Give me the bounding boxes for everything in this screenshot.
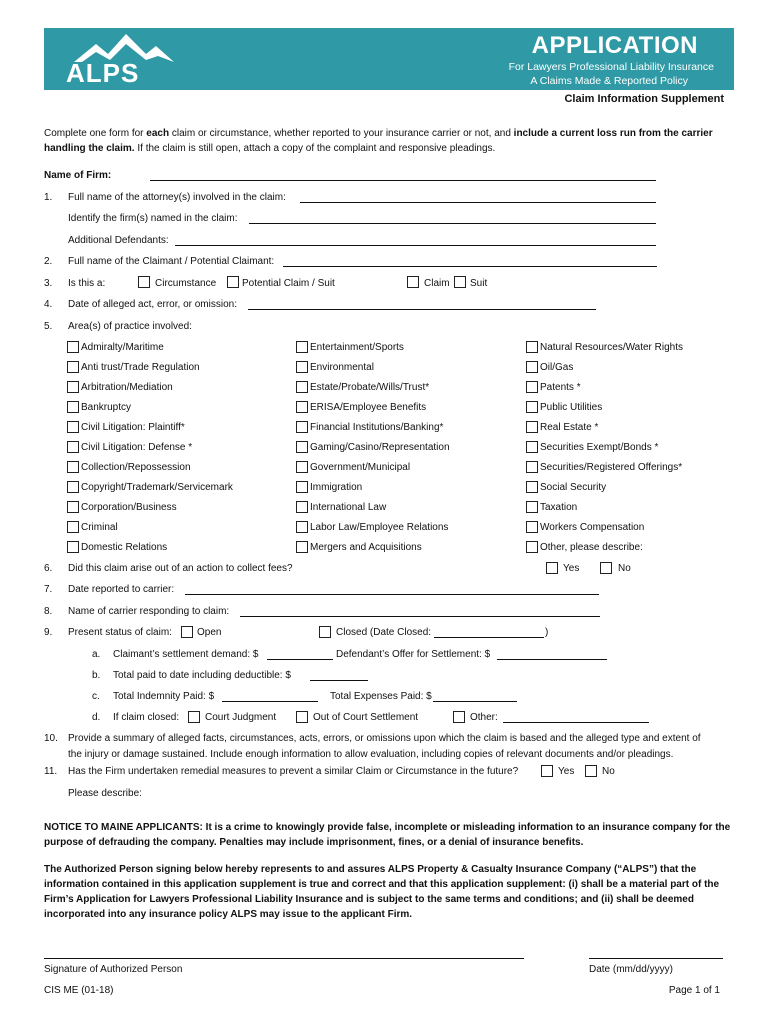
practice-checkbox[interactable]: [296, 461, 308, 473]
practice-checkbox[interactable]: [526, 421, 538, 433]
practice-checkbox[interactable]: [67, 541, 79, 553]
practice-checkbox[interactable]: [296, 521, 308, 533]
q9b-letter: b.: [92, 670, 101, 681]
application-title: APPLICATION: [531, 32, 698, 59]
q8-number: 8.: [44, 606, 53, 617]
practice-checkbox[interactable]: [296, 341, 308, 353]
practice-area-label: Arbitration/Mediation: [81, 382, 173, 393]
practice-area-label: Copyright/Trademark/Servicemark: [81, 482, 233, 493]
practice-area-label: Social Security: [540, 482, 607, 493]
claim-label: Claim: [424, 278, 450, 289]
q9c-expenses-label: Total Expenses Paid: $: [330, 691, 432, 702]
q5-label: Area(s) of practice involved:: [68, 321, 192, 332]
practice-area-label: Domestic Relations: [81, 542, 168, 553]
q10-number: 10.: [44, 733, 58, 744]
additional-defendants-field[interactable]: [175, 235, 656, 246]
q3-label: Is this a:: [68, 278, 106, 289]
practice-checkbox[interactable]: [67, 501, 79, 513]
practice-area-label: Bankruptcy: [81, 402, 132, 413]
suit-checkbox[interactable]: [454, 276, 466, 288]
practice-checkbox[interactable]: [296, 481, 308, 493]
collect-fees-yes-checkbox[interactable]: [546, 562, 558, 574]
name-of-firm-field[interactable]: [150, 170, 656, 181]
practice-area-label: Financial Institutions/Banking*: [310, 422, 444, 433]
authorization-line3: Firm’s Application for Lawyers Professional Liability Insurance and is subject to the same terms and conditions; and (ii) shall be deemed: [44, 894, 694, 905]
practice-checkbox[interactable]: [296, 541, 308, 553]
remedial-yes-checkbox[interactable]: [541, 765, 553, 777]
authorization-line1: The Authorized Person signing below hereby represents to and assures ALPS Property & Casualty Insurance Company (“ALPS”) that the: [44, 864, 697, 875]
practice-checkbox[interactable]: [526, 461, 538, 473]
practice-area-label: ERISA/Employee Benefits: [310, 402, 427, 413]
court-judgment-checkbox[interactable]: [188, 711, 200, 723]
q7-number: 7.: [44, 584, 53, 595]
practice-area-label: Workers Compensation: [540, 522, 645, 533]
practice-checkbox[interactable]: [526, 521, 538, 533]
q9d-label: If claim closed:: [113, 712, 180, 723]
practice-checkbox[interactable]: [526, 481, 538, 493]
practice-area-label: Estate/Probate/Wills/Trust*: [310, 382, 430, 393]
potential-claim-label: Potential Claim / Suit: [242, 278, 335, 289]
other-outcome-checkbox[interactable]: [453, 711, 465, 723]
q2-number: 2.: [44, 256, 53, 267]
practice-area-label: Civil Litigation: Plaintiff*: [81, 422, 185, 433]
practice-checkbox[interactable]: [526, 401, 538, 413]
maine-notice-line2: purpose of defrauding the company. Penalties may include imprisonment, fines, or a denial of insurance benefits.: [44, 837, 584, 848]
practice-area-label: Mergers and Acquisitions: [310, 542, 422, 553]
carrier-name-field[interactable]: [240, 606, 600, 617]
collect-fees-yes-label: Yes: [563, 563, 580, 574]
status-closed-label: Closed (Date Closed:: [336, 627, 432, 638]
authorization-line2: information contained in this application supplement is true and correct and that this application supplement: (i) shall be a material part of the: [44, 879, 720, 890]
practice-area-label: Admiralty/Maritime: [81, 342, 164, 353]
q11-label: Has the Firm undertaken remedial measures to prevent a similar Claim or Circumstance in the future?: [68, 766, 519, 777]
practice-checkbox[interactable]: [67, 521, 79, 533]
other-outcome-field[interactable]: [503, 712, 649, 723]
form-code: CIS ME (01-18): [44, 985, 114, 996]
date-alleged-act-field[interactable]: [248, 299, 596, 310]
q9a-offer-label: Defendant’s Offer for Settlement: $: [336, 649, 491, 660]
q1-number: 1.: [44, 192, 53, 203]
signature-date-field[interactable]: [589, 948, 723, 959]
logo-text: ALPS: [66, 58, 140, 88]
status-open-checkbox[interactable]: [181, 626, 193, 638]
practice-checkbox[interactable]: [296, 441, 308, 453]
supplement-title: Claim Information Supplement: [564, 93, 724, 105]
name-of-firm-label: Name of Firm:: [44, 170, 112, 181]
practice-checkbox[interactable]: [296, 421, 308, 433]
signature-field[interactable]: [44, 948, 524, 959]
remedial-no-checkbox[interactable]: [585, 765, 597, 777]
practice-area-label: Civil Litigation: Defense *: [81, 442, 193, 453]
q5-number: 5.: [44, 321, 53, 332]
date-reported-field[interactable]: [185, 584, 599, 595]
practice-checkbox[interactable]: [67, 481, 79, 493]
signature-date-label: Date (mm/dd/yyyy): [589, 964, 673, 975]
q9a-label: Claimant’s settlement demand: $: [113, 649, 259, 660]
signature-label: Signature of Authorized Person: [44, 964, 183, 975]
q1-firms-label: Identify the firm(s) named in the claim:: [68, 213, 238, 224]
q9d-letter: d.: [92, 712, 101, 723]
practice-area-label: Criminal: [81, 522, 118, 533]
practice-area-label: Labor Law/Employee Relations: [310, 522, 449, 533]
application-subtitle: For Lawyers Professional Liability Insurance: [508, 61, 714, 73]
practice-area-label: International Law: [310, 502, 387, 513]
practice-checkbox[interactable]: [296, 401, 308, 413]
collect-fees-no-checkbox[interactable]: [600, 562, 612, 574]
status-closed-checkbox[interactable]: [319, 626, 331, 638]
q9a-letter: a.: [92, 649, 101, 660]
practice-checkbox[interactable]: [296, 501, 308, 513]
practice-area-label: Patents *: [540, 382, 581, 393]
court-judgment-label: Court Judgment: [205, 712, 277, 723]
practice-checkbox[interactable]: [67, 421, 79, 433]
practice-area-label: Oil/Gas: [540, 362, 574, 373]
q4-number: 4.: [44, 299, 53, 310]
practice-area-label: Public Utilities: [540, 402, 603, 413]
q8-label: Name of carrier responding to claim:: [68, 606, 230, 617]
practice-checkbox[interactable]: [67, 401, 79, 413]
date-closed-field[interactable]: [434, 627, 544, 638]
q9-label: Present status of claim:: [68, 627, 172, 638]
q3-number: 3.: [44, 278, 53, 289]
q4-label: Date of alleged act, error, or omission:: [68, 299, 237, 310]
potential-claim-checkbox[interactable]: [227, 276, 239, 288]
q1-label: Full name of the attorney(s) involved in the claim:: [68, 192, 286, 203]
practice-area-label: Real Estate *: [540, 422, 599, 433]
indemnity-paid-field[interactable]: [222, 691, 318, 702]
out-of-court-checkbox[interactable]: [296, 711, 308, 723]
status-open-label: Open: [197, 627, 222, 638]
q11-describe-label: Please describe:: [68, 788, 142, 799]
q9c-label: Total Indemnity Paid: $: [113, 691, 215, 702]
practice-area-label: Government/Municipal: [310, 462, 411, 473]
practice-area-label: Taxation: [540, 502, 578, 513]
q7-label: Date reported to carrier:: [68, 584, 175, 595]
firms-named-field[interactable]: [249, 213, 656, 224]
practice-checkbox[interactable]: [526, 341, 538, 353]
practice-area-label: Securities/Registered Offerings*: [540, 462, 683, 473]
practice-area-label: Collection/Repossession: [81, 462, 191, 473]
circumstance-label: Circumstance: [155, 278, 217, 289]
practice-checkbox[interactable]: [526, 381, 538, 393]
practice-area-label: Immigration: [310, 482, 363, 493]
practice-area-label: Other, please describe:: [540, 542, 643, 553]
practice-checkbox[interactable]: [296, 381, 308, 393]
remedial-no-label: No: [602, 766, 615, 777]
expenses-paid-field[interactable]: [433, 691, 517, 702]
q9-number: 9.: [44, 627, 53, 638]
remedial-yes-label: Yes: [558, 766, 575, 777]
practice-checkbox[interactable]: [67, 381, 79, 393]
practice-area-label: Corporation/Business: [81, 502, 177, 513]
q11-number: 11.: [44, 766, 58, 777]
q6-label: Did this claim arise out of an action to collect fees?: [68, 563, 293, 574]
practice-checkbox[interactable]: [67, 441, 79, 453]
header-banner: [44, 28, 734, 90]
practice-checkbox[interactable]: [526, 361, 538, 373]
settlement-demand-field[interactable]: [267, 649, 333, 660]
suit-label: Suit: [470, 278, 488, 289]
practice-area-label: Gaming/Casino/Representation: [310, 442, 450, 453]
q9b-label: Total paid to date including deductible: $: [113, 670, 291, 681]
practice-checkbox[interactable]: [296, 361, 308, 373]
settlement-offer-field[interactable]: [497, 649, 607, 660]
application-policy-type: A Claims Made & Reported Policy: [530, 75, 688, 87]
q1-defendants-label: Additional Defendants:: [68, 235, 169, 246]
practice-checkbox[interactable]: [526, 501, 538, 513]
practice-area-label: Entertainment/Sports: [310, 342, 404, 353]
q10-line2: the injury or damage sustained. Include enough information to allow evaluation, including copies of relevant documents and/or pleadings.: [68, 749, 674, 760]
attorney-names-field[interactable]: [300, 192, 656, 203]
q10-line1: Provide a summary of alleged facts, circumstances, acts, errors, or omissions upon which the claim is based and the alleged type and extent of: [68, 733, 701, 744]
practice-checkbox[interactable]: [67, 341, 79, 353]
other-outcome-label: Other:: [470, 712, 498, 723]
authorization-line4: incorporated into any insurance policy ALPS may issue to the applicant Firm.: [44, 909, 413, 920]
q6-number: 6.: [44, 563, 53, 574]
collect-fees-no-label: No: [618, 563, 631, 574]
q2-label: Full name of the Claimant / Potential Claimant:: [68, 256, 275, 267]
claimant-name-field[interactable]: [283, 256, 657, 267]
q9c-letter: c.: [92, 691, 100, 702]
total-paid-field[interactable]: [310, 670, 368, 681]
intro-paragraph: Complete one form for each claim or circumstance, whether reported to your insurance carrier or not, and include a current loss run from the carrier handling the claim. If the claim is still open, attach a copy of the complaint and responsive pleadings.: [44, 128, 713, 154]
out-of-court-label: Out of Court Settlement: [313, 712, 419, 723]
practice-area-label: Natural Resources/Water Rights: [540, 342, 684, 353]
practice-checkbox[interactable]: [526, 441, 538, 453]
claim-checkbox[interactable]: [407, 276, 419, 288]
practice-area-label: Securities Exempt/Bonds *: [540, 442, 659, 453]
page-number: Page 1 of 1: [668, 985, 720, 996]
practice-checkbox[interactable]: [67, 361, 79, 373]
practice-checkbox[interactable]: [67, 461, 79, 473]
maine-notice-line1: NOTICE TO MAINE APPLICANTS: It is a crime to knowingly provide false, incomplete or misleading information to an insurance company for the: [44, 822, 731, 833]
practice-checkbox[interactable]: [526, 541, 538, 553]
practice-area-label: Environmental: [310, 362, 374, 373]
circumstance-checkbox[interactable]: [138, 276, 150, 288]
practice-area-label: Anti trust/Trade Regulation: [81, 362, 200, 373]
date-closed-paren: ): [545, 627, 549, 638]
